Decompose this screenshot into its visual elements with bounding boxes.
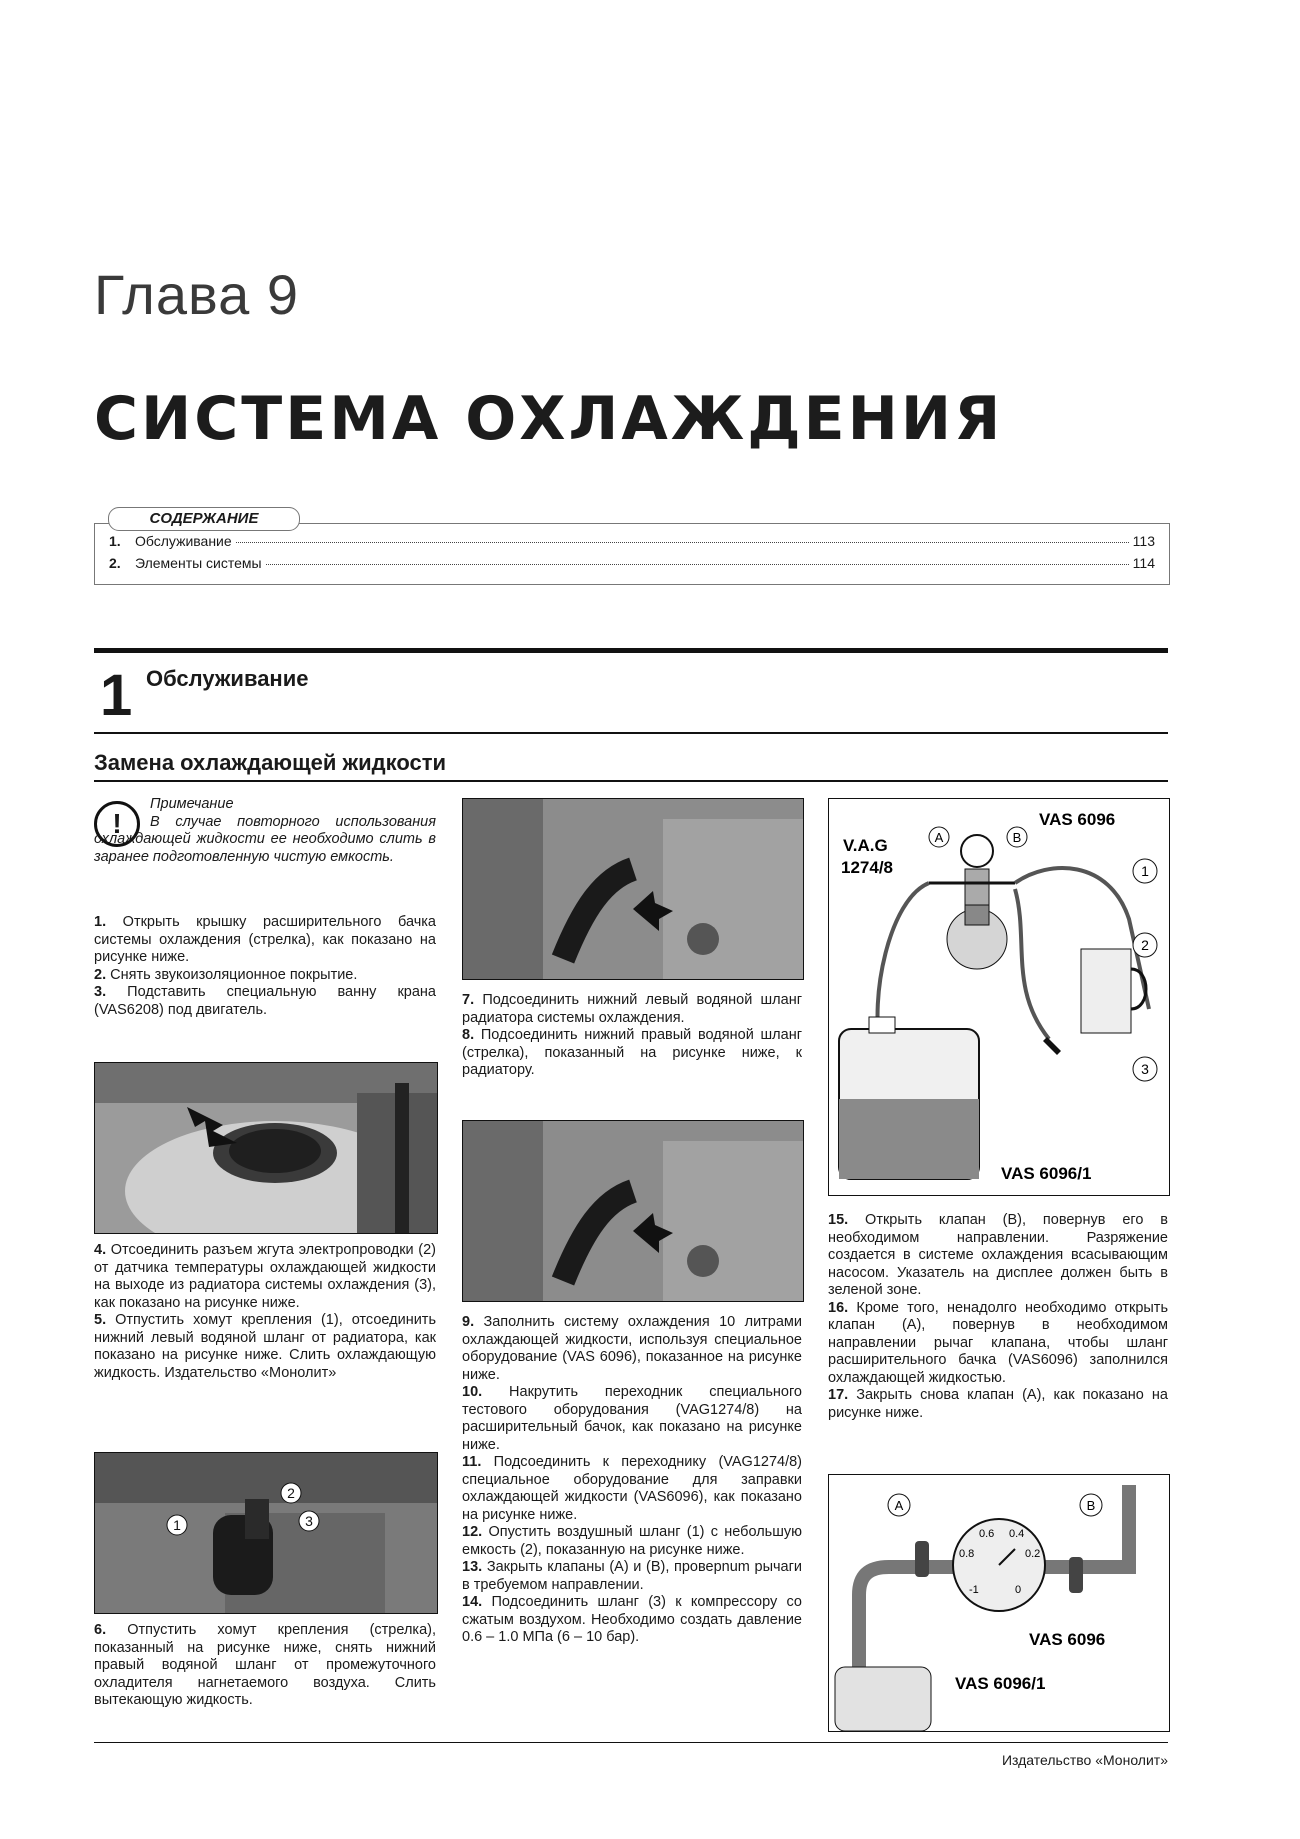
publisher-footer: Издательство «Монолит» xyxy=(1001,1752,1168,1768)
expansion-tank-photo xyxy=(94,1062,438,1234)
toc-heading: СОДЕРЖАНИЕ xyxy=(108,507,300,531)
step-text: Закрыть снова клапан (A), как показано на рисунке ниже. xyxy=(828,1387,1168,1421)
step-text: Опустить воздушный шланг (1) с небольшую емкость (2), показанную на рисунке ниже. xyxy=(462,1524,802,1558)
filling-system-drawing xyxy=(829,799,1169,1195)
callout-1: 1 xyxy=(1141,863,1149,879)
step-number: 14. xyxy=(462,1594,483,1610)
footer-rule xyxy=(94,1742,1168,1743)
callout-2: 2 xyxy=(287,1485,295,1501)
step-number: 11. xyxy=(462,1454,482,1470)
step-text: Подсоединить нижний правый водяной шланг (стрелка), показанный на рисунке ниже, к радиатору. xyxy=(462,1027,802,1078)
step-text: Отпустить хомут крепления (стрелка), показанный на рисунке ниже, снять нижний правый водяной шланг от промежуточного охладителя нагнетаемого воздуха. Слить вытекающую жидкость. xyxy=(94,1622,437,1708)
step xyxy=(828,1387,1168,1422)
valve-gauge-diagram xyxy=(828,1474,1170,1732)
section-number: 1 xyxy=(100,663,133,728)
step-number: 8. xyxy=(462,1027,475,1043)
step xyxy=(462,1524,802,1559)
lower-hose-photo-2 xyxy=(462,1120,804,1302)
step xyxy=(94,967,436,985)
toc-item[interactable] xyxy=(109,533,1155,549)
step-number: 13. xyxy=(462,1559,483,1575)
step xyxy=(94,984,436,1019)
gauge-tick: 0.8 xyxy=(959,1548,975,1560)
toc-item-title: Элементы системы xyxy=(135,555,262,571)
step xyxy=(462,1314,802,1384)
step xyxy=(462,1027,802,1080)
gauge-tick: 0.6 xyxy=(979,1528,995,1540)
label-vag-num: 1274/8 xyxy=(841,858,893,877)
lower-hose-photo-1 xyxy=(462,798,804,980)
gauge-tick: 0.4 xyxy=(1009,1528,1025,1540)
step xyxy=(828,1300,1168,1388)
callout-b: B xyxy=(1012,830,1022,845)
step xyxy=(462,1454,802,1524)
toc-item-number: 1. xyxy=(109,533,121,549)
callout-3: 3 xyxy=(305,1513,313,1529)
step xyxy=(462,992,802,1027)
chapter-label: Глава 9 xyxy=(94,263,299,326)
step-number: 4. xyxy=(94,1242,107,1258)
label-vas-1: VAS 6096/1 xyxy=(955,1674,1046,1693)
subsection-title: Замена охлаждающей жидкости xyxy=(94,750,447,775)
step-text: Подсоединить к переходнику (VAG1274/8) специальное оборудование для заправки охлаждающей жидкости (VAS6096), как показано на рисунке ниже. xyxy=(462,1454,802,1523)
gauge-tick: 0 xyxy=(1015,1584,1022,1596)
toc-dots xyxy=(236,542,1129,543)
note-text: В случае повторного использования охлаждающей жидкости ее необходимо слить в заранее подготовленную чистую емкость. xyxy=(94,813,436,865)
note-label: Примечание xyxy=(150,796,234,812)
step-text: Отпустить хомут крепления (1), отсоединить нижний левый водяной шланг от радиатора, как показано на рисунке ниже. Слить охлаждающую жидкость. Издательство «Монолит» xyxy=(94,1312,437,1381)
step xyxy=(94,1242,436,1312)
label-vas: VAS 6096 xyxy=(1029,1630,1106,1649)
step xyxy=(94,1312,436,1382)
step-text: Закрыть клапаны (A) и (B), проверnum рычаги в требуемом направлении. xyxy=(462,1559,802,1593)
callout-1: 1 xyxy=(173,1517,181,1533)
step-number: 3. xyxy=(94,984,107,1000)
step-number: 15. xyxy=(828,1212,849,1228)
note xyxy=(94,796,436,866)
filling-system-diagram xyxy=(828,798,1170,1196)
step-number: 1. xyxy=(94,914,107,930)
steps-block-4 xyxy=(462,992,802,1080)
step-text: Открыть крышку расширительного бачка системы охлаждения (стрелка), как показано на рисунке ниже. xyxy=(94,914,436,965)
steps-block-5 xyxy=(462,1314,802,1647)
step-number: 6. xyxy=(94,1622,107,1638)
step-text: Открыть клапан (B), повернув его в необходимом направлении. Разряжение создается в системе охлаждения всасывающим насосом. Указатель на дисплее должен быть в зеленой зоне. xyxy=(828,1212,1168,1298)
callout-2: 2 xyxy=(1141,937,1149,953)
toc-dots xyxy=(266,564,1129,565)
step xyxy=(462,1384,802,1454)
radiator-hose-drawing xyxy=(95,1453,437,1613)
label-vas-1: VAS 6096/1 xyxy=(1001,1164,1092,1183)
subsection-rule xyxy=(94,780,1168,782)
callout-b: B xyxy=(1086,1498,1096,1513)
step-text: Подсоединить нижний левый водяной шланг радиатора системы охлаждения. xyxy=(462,992,802,1026)
step-text: Снять звукоизоляционное покрытие. xyxy=(110,966,358,983)
section-title: Обслуживание xyxy=(146,666,309,691)
step xyxy=(94,914,436,967)
callout-a: A xyxy=(894,1498,904,1513)
step-number: 2. xyxy=(94,966,107,983)
steps-block-1 xyxy=(94,914,436,1019)
chapter-title: СИСТЕМА ОХЛАЖДЕНИЯ xyxy=(94,384,1004,454)
steps-block-3 xyxy=(94,1622,436,1710)
steps-block-6 xyxy=(828,1212,1168,1422)
lower-hose-drawing-2 xyxy=(463,1121,803,1301)
callout-a: A xyxy=(934,830,944,845)
step-text: Кроме того, ненадолго необходимо открыть клапан (A), повернув в необходимом направлении рычаг клапана, чтобы шланг расширительного бачка (VAS6096) заполнился охлаждающей жидкостью. xyxy=(828,1299,1168,1386)
label-vag: V.A.G xyxy=(843,836,888,855)
step-text: Подставить специальную ванну крана (VAS6208) под двигатель. xyxy=(94,984,437,1018)
step-number: 17. xyxy=(828,1387,849,1403)
gauge-tick: -1 xyxy=(969,1584,979,1596)
valve-gauge-drawing xyxy=(829,1475,1169,1731)
toc-item[interactable] xyxy=(109,555,1155,571)
step-text: Отсоединить разъем жгута электропроводки (2) от датчика температуры охлаждающей жидкости на выходе из радиатора системы охлаждения (3), как показано на рисунке ниже. xyxy=(94,1242,436,1311)
toc-item-page: 113 xyxy=(1132,533,1155,549)
step xyxy=(462,1594,802,1647)
steps-block-2 xyxy=(94,1242,436,1382)
expansion-tank-drawing xyxy=(95,1063,437,1233)
label-vas: VAS 6096 xyxy=(1039,810,1116,829)
callout-3: 3 xyxy=(1141,1061,1149,1077)
lower-hose-drawing-1 xyxy=(463,799,803,979)
radiator-hose-photo xyxy=(94,1452,438,1614)
step-number: 12. xyxy=(462,1524,483,1540)
toc-box xyxy=(94,523,1170,585)
step-text: Заполнить систему охлаждения 10 литрами охлаждающей жидкости, используя специальное оборудование (VAS 6096), показанное на рисунке ниже. xyxy=(462,1314,803,1383)
step-text: Накрутить переходник специального тестового оборудования (VAG1274/8) на расширительный бачок, как показано на рисунке ниже. xyxy=(462,1384,802,1453)
step-number: 10. xyxy=(462,1384,483,1400)
warning-icon: ! xyxy=(94,801,140,847)
step-number: 7. xyxy=(462,992,475,1008)
step-number: 16. xyxy=(828,1299,849,1316)
toc-item-number: 2. xyxy=(109,555,121,571)
toc-item-title: Обслуживание xyxy=(135,533,232,549)
step-number: 9. xyxy=(462,1314,475,1330)
step xyxy=(462,1559,802,1594)
step-text: Подсоединить шланг (3) к компрессору со сжатым воздухом. Необходимо создать давление 0.6 – 1.0 МПа (6 – 10 бар). xyxy=(462,1594,802,1645)
section-rule xyxy=(94,648,1168,653)
gauge-tick: 0.2 xyxy=(1025,1548,1041,1560)
section-rule-bottom xyxy=(94,732,1168,734)
step xyxy=(94,1622,436,1710)
step xyxy=(828,1212,1168,1300)
step-number: 5. xyxy=(94,1312,107,1328)
toc-item-page: 114 xyxy=(1132,555,1155,571)
